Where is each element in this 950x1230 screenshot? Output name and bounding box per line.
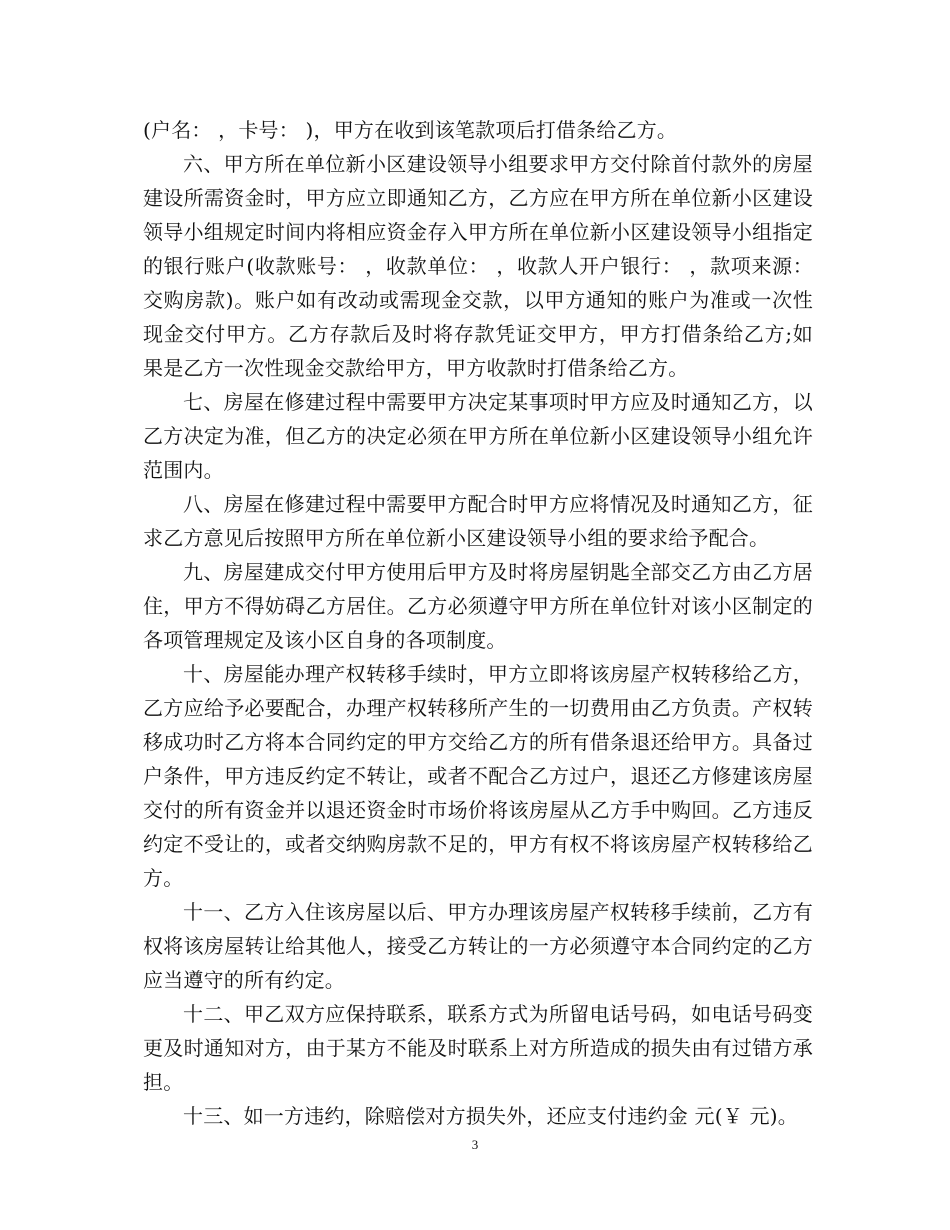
clause-13-paragraph: 十三、如一方违约，除赔偿对方损失外，还应支付违约金 元(￥ 元)。 [183, 1104, 798, 1128]
clause-12-paragraph: 十二、甲乙双方应保持联系，联系方式为所留电话号码，如电话号码变更及时通知对方，由于某方不能及时联系上对方所造成的损失由有过错方承担。 [143, 1002, 813, 1094]
clause-8-paragraph: 八、房屋在修建过程中需要甲方配合时甲方应将情况及时通知乙方，征求乙方意见后按照甲方所在单位新小区建设领导小组的要求给予配合。 [143, 492, 813, 550]
paragraph-account-info: (户名： ，卡号： )，甲方在收到该笔款项后打借条给乙方。 [143, 118, 678, 142]
clause-6-paragraph: 六、甲方所在单位新小区建设领导小组要求甲方交付除首付款外的房屋建设所需资金时，甲方应立即通知乙方，乙方应在甲方所在单位新小区建设领导小组规定时间内将相应资金存入甲方所在单位新小区建设领导小组指定的银行账户(收款账号： ，收款单位： ，收款人开户银行： ，款项来源： 交购房款)。账户如有改动或需现金交款，以甲方通知的账户为准或一次性现金交付甲方。乙方存款后及时将存款凭证交甲方，甲方打借条给乙方;如果是乙方一次性现金交款给甲方，甲方收款时打借条给乙方。 [143, 152, 813, 380]
page-number: 3 [471, 1137, 479, 1152]
clause-9-paragraph: 九、房屋建成交付甲方使用后甲方及时将房屋钥匙全部交乙方由乙方居住，甲方不得妨碍乙方居住。乙方必须遵守甲方所在单位针对该小区制定的各项管理规定及该小区自身的各项制度。 [143, 560, 813, 652]
clause-10-paragraph: 十、房屋能办理产权转移手续时，甲方立即将该房屋产权转移给乙方，乙方应给予必要配合，办理产权转移所产生的一切费用由乙方负责。产权转移成功时乙方将本合同约定的甲方交给乙方的所有借条退还给甲方。具备过户条件，甲方违反约定不转让，或者不配合乙方过户，退还乙方修建该房屋交付的所有资金并以退还资金时市场价将该房屋从乙方手中购回。乙方违反约定不受让的，或者交纳购房款不足的，甲方有权不将该房屋产权转移给乙方。 [143, 662, 813, 890]
clause-11-paragraph: 十一、乙方入住该房屋以后、甲方办理该房屋产权转移手续前，乙方有权将该房屋转让给其他人，接受乙方转让的一方必须遵守本合同约定的乙方应当遵守的所有约定。 [143, 900, 813, 992]
clause-7-paragraph: 七、房屋在修建过程中需要甲方决定某事项时甲方应及时通知乙方，以乙方决定为准，但乙方的决定必须在甲方所在单位新小区建设领导小组允许范围内。 [143, 390, 813, 482]
contract-body [143, 113, 813, 1133]
